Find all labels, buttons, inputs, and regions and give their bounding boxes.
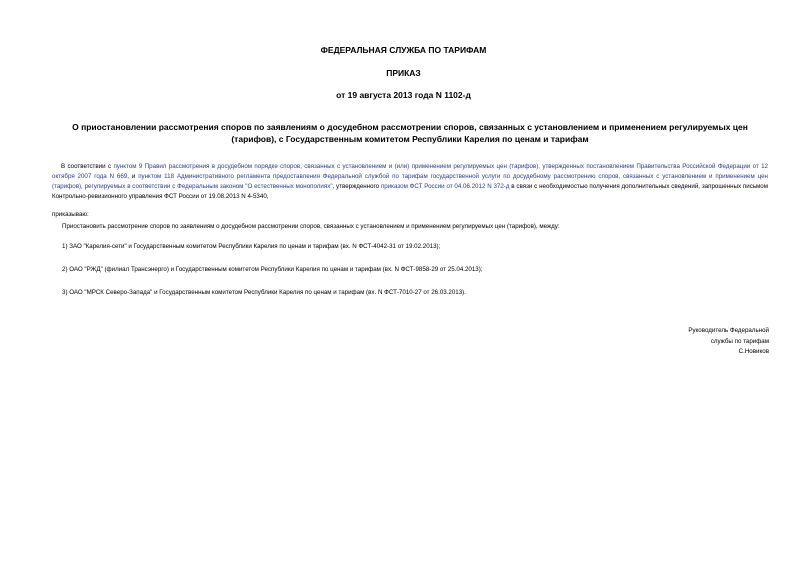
agency-heading: ФЕДЕРАЛЬНАЯ СЛУЖБА ПО ТАРИФАМ	[320, 45, 487, 55]
link-clause-9[interactable]: пунктом 9	[113, 163, 143, 170]
link-administrative-regulation[interactable]: Административного регламента предоставления Федеральной службой по тарифам государственной услуги по досудебному рассмотрению споров, связанных с установлением и применением цен (тарифов), регулируемых в соответствии с Федеральным законом "О естественных монополиях"	[52, 173, 768, 190]
preamble-text-6: в связи с необходимостью получения дополнительных сведений, запрошенных письмом Контрольно-ревизионного управления ФСТ России от 19.08.2013 N 4-5340,	[52, 183, 769, 200]
signature-position-line-1: Руководитель Федеральной	[688, 327, 769, 334]
preamble-text-3: , и	[127, 173, 139, 180]
document-title: О приостановлении рассмотрения споров по заявлениям о досудебном рассмотрении споров, связанных с установлением и применением регулируемых цен (тарифов), с Государственным комитетом Республики Карелия по ценам и тарифам	[72, 122, 748, 144]
list-item: 1) ЗАО "Карелия-сети" и Государственным комитетом Республики Карелия по ценам и тарифам (вх. N ФСТ-4042-31 от 19.02.2013);	[62, 243, 441, 250]
signature-block	[569, 326, 769, 358]
preamble-text-5: , утвержденного	[332, 183, 381, 190]
action-paragraph: Приостановить рассмотрение споров по заявлениям о досудебном рассмотрении споров, связанных с установлением и применением регулируемых цен (тарифов), между:	[62, 223, 560, 230]
link-rules-resolution-669[interactable]: Правил рассмотрения в досудебном порядке споров, связанных с установлением и (или) применением регулируемых цен (тарифов), утвержденных постановлением Правительства Российской Федерации от 12 октября 2007 года N 669	[52, 163, 768, 180]
preamble-paragraph	[52, 162, 768, 202]
signature-position-line-2: службы по тарифам	[710, 337, 769, 345]
document-type-heading: ПРИКАЗ	[386, 68, 421, 78]
ordered-label: приказываю:	[52, 211, 89, 218]
preamble-text-1: В соответствии с	[61, 163, 114, 170]
document-date-number: от 19 августа 2013 года N 1102-д	[336, 90, 471, 100]
list-item: 3) ОАО "МРСК Северо-Запада" и Государственным комитетом Республики Карелия по ценам и тарифам (вх. N ФСТ-7010-27 от 26.03.2013).	[62, 289, 466, 296]
link-clause-118[interactable]: пунктом 118	[138, 173, 175, 180]
signature-name: С.Новиков	[738, 348, 769, 355]
link-order-372-d[interactable]: приказом ФСТ России от 04.06.2012 N 372-д	[380, 183, 510, 190]
list-item: 2) ОАО "РЖД" (филиал Трансэнерго) и Государственным комитетом Республики Карелия по ценам и тарифам (вх. N ФСТ-9858-29 от 25.04.2013);	[62, 266, 483, 273]
